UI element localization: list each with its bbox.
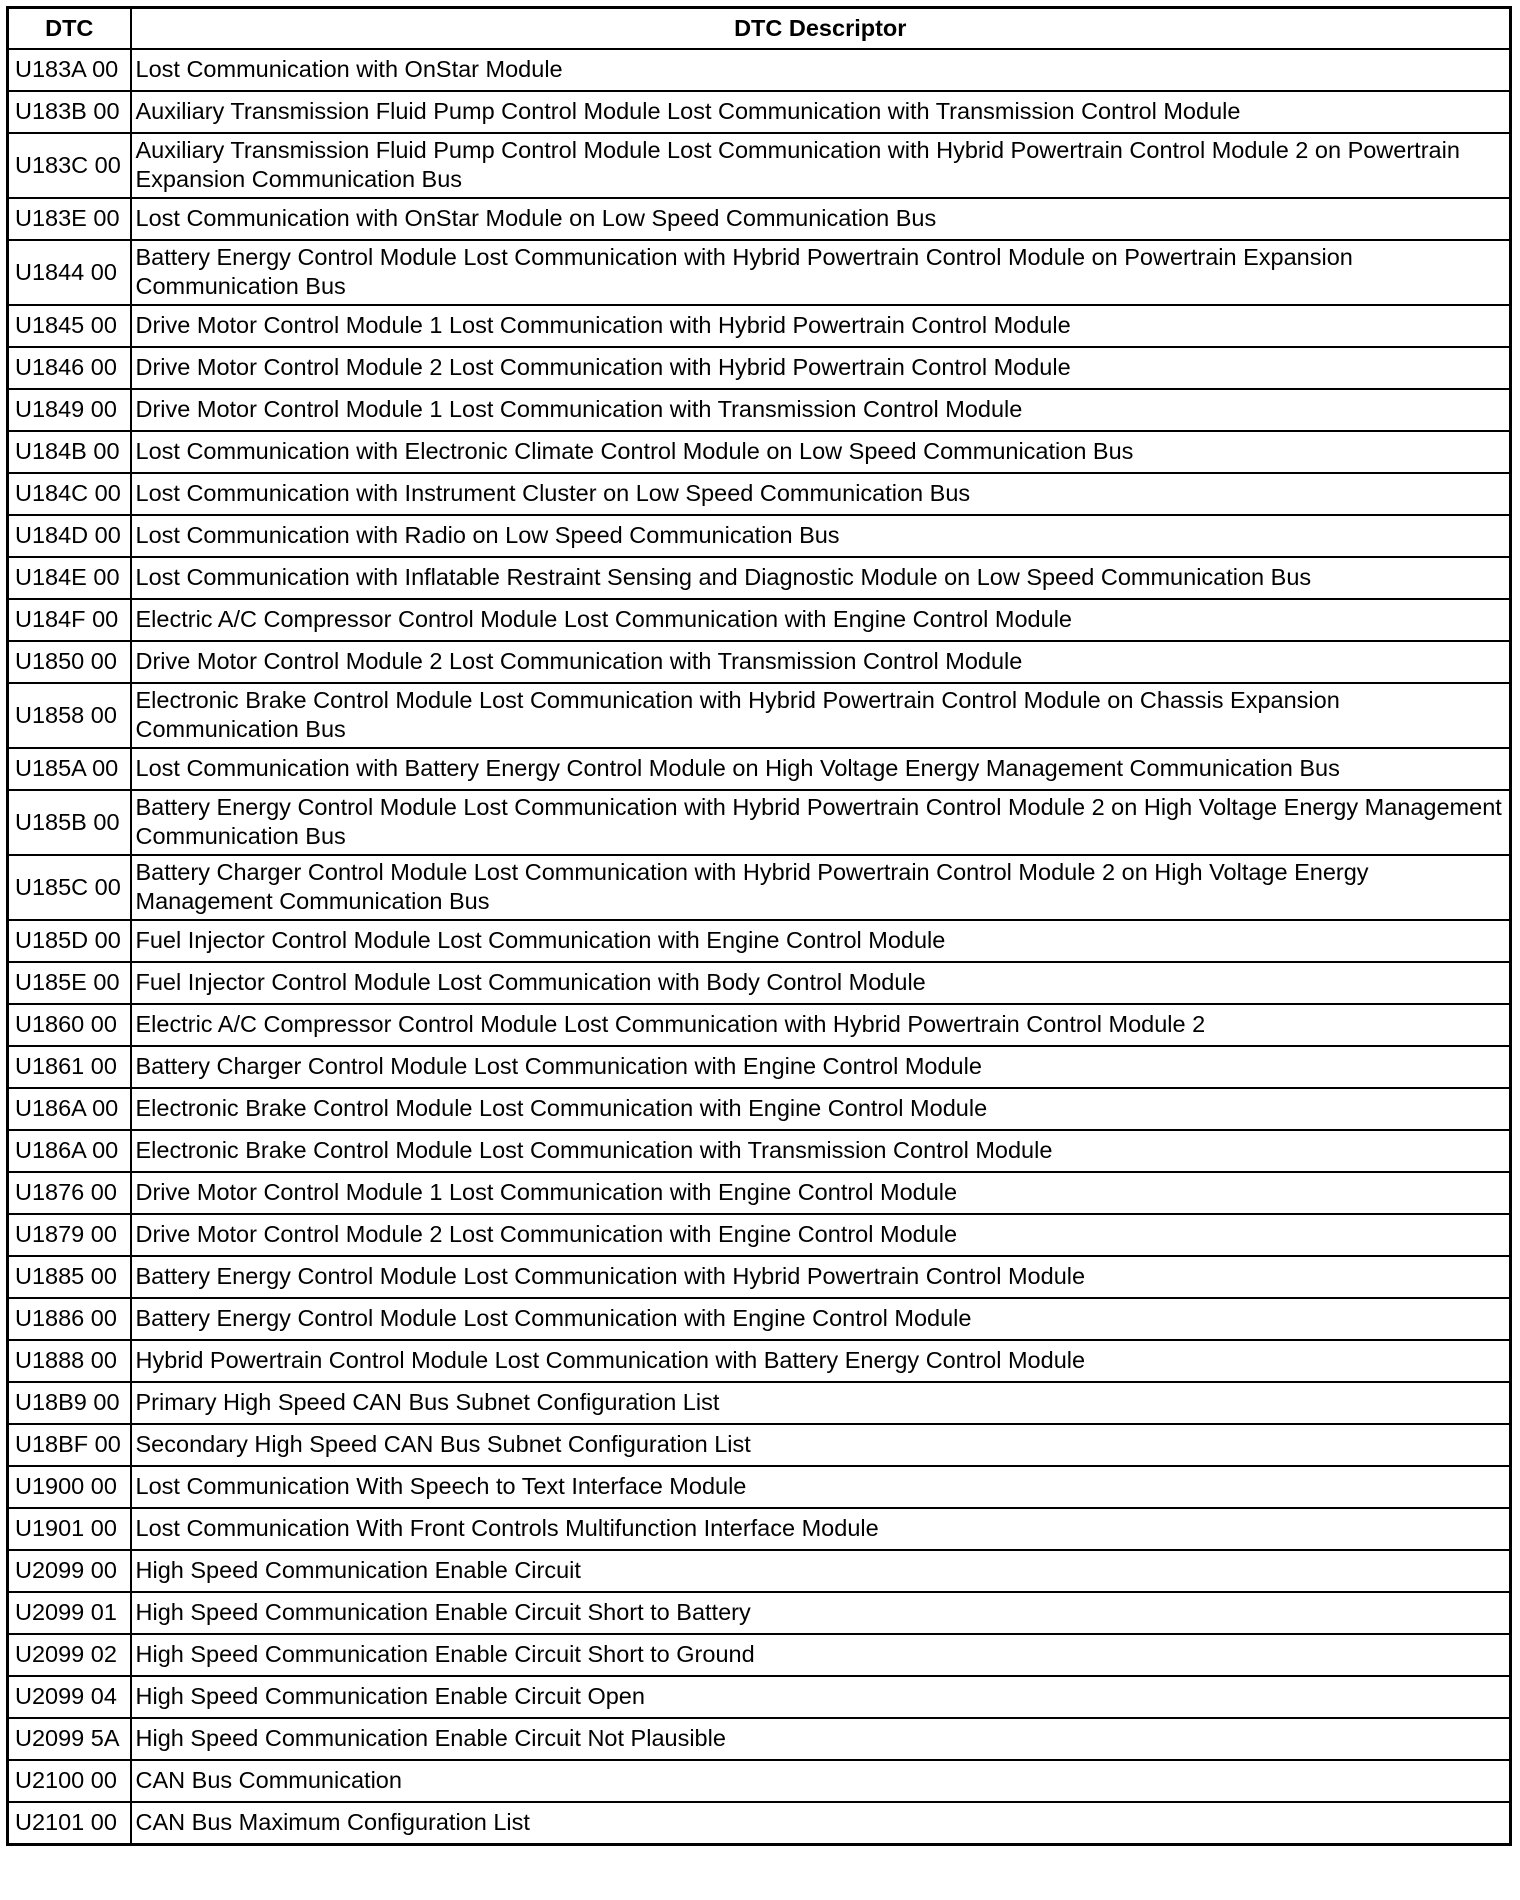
table-row xyxy=(8,599,1511,641)
dtc-table xyxy=(6,6,1512,1846)
dtc-descriptor-cell: Electric A/C Compressor Control Module Lost Communication with Engine Control Module xyxy=(131,599,1511,641)
header-dtc: DTC xyxy=(8,8,131,50)
dtc-code-cell: U1900 00 xyxy=(8,1466,131,1508)
table-row xyxy=(8,920,1511,962)
dtc-code-cell: U1886 00 xyxy=(8,1298,131,1340)
table-row xyxy=(8,1760,1511,1802)
header-row xyxy=(8,8,1511,50)
header-dtc-descriptor: DTC Descriptor xyxy=(131,8,1511,50)
dtc-descriptor-cell: High Speed Communication Enable Circuit Open xyxy=(131,1676,1511,1718)
table-row xyxy=(8,431,1511,473)
dtc-descriptor-cell: Drive Motor Control Module 2 Lost Communication with Engine Control Module xyxy=(131,1214,1511,1256)
dtc-code-cell: U2099 5A xyxy=(8,1718,131,1760)
dtc-code-cell: U2100 00 xyxy=(8,1760,131,1802)
dtc-code-cell: U183C 00 xyxy=(8,133,131,198)
dtc-code-cell: U1850 00 xyxy=(8,641,131,683)
dtc-descriptor-cell: Battery Charger Control Module Lost Communication with Engine Control Module xyxy=(131,1046,1511,1088)
table-row xyxy=(8,1172,1511,1214)
table-row xyxy=(8,1718,1511,1760)
table-row xyxy=(8,641,1511,683)
dtc-descriptor-cell: Lost Communication With Speech to Text Interface Module xyxy=(131,1466,1511,1508)
table-row xyxy=(8,91,1511,133)
table-row xyxy=(8,133,1511,198)
dtc-descriptor-cell: Auxiliary Transmission Fluid Pump Control Module Lost Communication with Hybrid Powertrain Control Module 2 on Powertrain Expansion Communication Bus xyxy=(131,133,1511,198)
dtc-code-cell: U185A 00 xyxy=(8,748,131,790)
table-row xyxy=(8,1340,1511,1382)
dtc-descriptor-cell: Fuel Injector Control Module Lost Communication with Body Control Module xyxy=(131,962,1511,1004)
table-row xyxy=(8,855,1511,920)
table-row xyxy=(8,962,1511,1004)
table-row xyxy=(8,1088,1511,1130)
dtc-code-cell: U2099 01 xyxy=(8,1592,131,1634)
table-row xyxy=(8,49,1511,91)
table-header xyxy=(8,8,1511,50)
dtc-code-cell: U18B9 00 xyxy=(8,1382,131,1424)
dtc-code-cell: U1845 00 xyxy=(8,305,131,347)
dtc-descriptor-cell: Battery Energy Control Module Lost Communication with Engine Control Module xyxy=(131,1298,1511,1340)
dtc-code-cell: U185E 00 xyxy=(8,962,131,1004)
dtc-code-cell: U1844 00 xyxy=(8,240,131,305)
dtc-descriptor-cell: Primary High Speed CAN Bus Subnet Configuration List xyxy=(131,1382,1511,1424)
dtc-code-cell: U1876 00 xyxy=(8,1172,131,1214)
table-row xyxy=(8,557,1511,599)
dtc-descriptor-cell: Lost Communication with Inflatable Restraint Sensing and Diagnostic Module on Low Speed Communication Bus xyxy=(131,557,1511,599)
dtc-descriptor-cell: Hybrid Powertrain Control Module Lost Communication with Battery Energy Control Module xyxy=(131,1340,1511,1382)
dtc-descriptor-cell: Lost Communication with OnStar Module xyxy=(131,49,1511,91)
dtc-code-cell: U186A 00 xyxy=(8,1130,131,1172)
dtc-descriptor-cell: Drive Motor Control Module 1 Lost Communication with Transmission Control Module xyxy=(131,389,1511,431)
table-row xyxy=(8,1466,1511,1508)
table-row xyxy=(8,305,1511,347)
dtc-code-cell: U184F 00 xyxy=(8,599,131,641)
dtc-descriptor-cell: Battery Energy Control Module Lost Communication with Hybrid Powertrain Control Module 2 on High Voltage Energy Management Communication Bus xyxy=(131,790,1511,855)
table-row xyxy=(8,1046,1511,1088)
table-row xyxy=(8,1298,1511,1340)
dtc-code-cell: U2099 02 xyxy=(8,1634,131,1676)
table-row xyxy=(8,1550,1511,1592)
dtc-descriptor-cell: Lost Communication with Battery Energy Control Module on High Voltage Energy Management Communication Bus xyxy=(131,748,1511,790)
dtc-code-cell: U184C 00 xyxy=(8,473,131,515)
table-row xyxy=(8,389,1511,431)
dtc-code-cell: U1888 00 xyxy=(8,1340,131,1382)
dtc-code-cell: U1860 00 xyxy=(8,1004,131,1046)
table-row xyxy=(8,1634,1511,1676)
dtc-code-cell: U183E 00 xyxy=(8,198,131,240)
dtc-code-cell: U1861 00 xyxy=(8,1046,131,1088)
table-row xyxy=(8,1508,1511,1550)
dtc-code-cell: U2099 00 xyxy=(8,1550,131,1592)
table-row xyxy=(8,748,1511,790)
dtc-descriptor-cell: CAN Bus Maximum Configuration List xyxy=(131,1802,1511,1845)
table-body xyxy=(8,49,1511,1845)
dtc-descriptor-cell: Lost Communication with OnStar Module on Low Speed Communication Bus xyxy=(131,198,1511,240)
table-row xyxy=(8,515,1511,557)
table-row xyxy=(8,1130,1511,1172)
dtc-code-cell: U1846 00 xyxy=(8,347,131,389)
dtc-code-cell: U184B 00 xyxy=(8,431,131,473)
table-row xyxy=(8,347,1511,389)
table-row xyxy=(8,683,1511,748)
table-row xyxy=(8,790,1511,855)
dtc-descriptor-cell: High Speed Communication Enable Circuit Not Plausible xyxy=(131,1718,1511,1760)
dtc-descriptor-cell: Secondary High Speed CAN Bus Subnet Configuration List xyxy=(131,1424,1511,1466)
dtc-code-cell: U18BF 00 xyxy=(8,1424,131,1466)
table-row xyxy=(8,240,1511,305)
dtc-descriptor-cell: CAN Bus Communication xyxy=(131,1760,1511,1802)
dtc-descriptor-cell: Electronic Brake Control Module Lost Communication with Transmission Control Module xyxy=(131,1130,1511,1172)
dtc-descriptor-cell: High Speed Communication Enable Circuit Short to Battery xyxy=(131,1592,1511,1634)
table-row xyxy=(8,1004,1511,1046)
table-row xyxy=(8,1256,1511,1298)
dtc-code-cell: U1858 00 xyxy=(8,683,131,748)
dtc-code-cell: U186A 00 xyxy=(8,1088,131,1130)
dtc-descriptor-cell: Battery Energy Control Module Lost Communication with Hybrid Powertrain Control Module on Powertrain Expansion Communication Bus xyxy=(131,240,1511,305)
dtc-code-cell: U185D 00 xyxy=(8,920,131,962)
dtc-code-cell: U1849 00 xyxy=(8,389,131,431)
dtc-descriptor-cell: Battery Energy Control Module Lost Communication with Hybrid Powertrain Control Module xyxy=(131,1256,1511,1298)
dtc-descriptor-cell: Fuel Injector Control Module Lost Communication with Engine Control Module xyxy=(131,920,1511,962)
dtc-descriptor-cell: Drive Motor Control Module 1 Lost Communication with Engine Control Module xyxy=(131,1172,1511,1214)
dtc-descriptor-cell: High Speed Communication Enable Circuit Short to Ground xyxy=(131,1634,1511,1676)
dtc-code-cell: U1885 00 xyxy=(8,1256,131,1298)
dtc-descriptor-cell: Drive Motor Control Module 2 Lost Communication with Transmission Control Module xyxy=(131,641,1511,683)
dtc-code-cell: U185B 00 xyxy=(8,790,131,855)
dtc-code-cell: U183A 00 xyxy=(8,49,131,91)
dtc-code-cell: U184D 00 xyxy=(8,515,131,557)
dtc-descriptor-cell: Lost Communication with Instrument Cluster on Low Speed Communication Bus xyxy=(131,473,1511,515)
table-row xyxy=(8,1424,1511,1466)
dtc-code-cell: U2101 00 xyxy=(8,1802,131,1845)
dtc-descriptor-cell: Lost Communication with Electronic Climate Control Module on Low Speed Communication Bus xyxy=(131,431,1511,473)
table-row xyxy=(8,198,1511,240)
dtc-code-cell: U183B 00 xyxy=(8,91,131,133)
dtc-descriptor-cell: Electric A/C Compressor Control Module Lost Communication with Hybrid Powertrain Control Module 2 xyxy=(131,1004,1511,1046)
dtc-descriptor-cell: Drive Motor Control Module 2 Lost Communication with Hybrid Powertrain Control Module xyxy=(131,347,1511,389)
dtc-descriptor-cell: Drive Motor Control Module 1 Lost Communication with Hybrid Powertrain Control Module xyxy=(131,305,1511,347)
dtc-descriptor-cell: Battery Charger Control Module Lost Communication with Hybrid Powertrain Control Module 2 on High Voltage Energy Management Communication Bus xyxy=(131,855,1511,920)
table-row xyxy=(8,1382,1511,1424)
dtc-descriptor-cell: Auxiliary Transmission Fluid Pump Control Module Lost Communication with Transmission Control Module xyxy=(131,91,1511,133)
dtc-descriptor-cell: Electronic Brake Control Module Lost Communication with Hybrid Powertrain Control Module on Chassis Expansion Communication Bus xyxy=(131,683,1511,748)
dtc-code-cell: U1901 00 xyxy=(8,1508,131,1550)
dtc-code-cell: U1879 00 xyxy=(8,1214,131,1256)
table-row xyxy=(8,1802,1511,1845)
dtc-descriptor-cell: Lost Communication With Front Controls Multifunction Interface Module xyxy=(131,1508,1511,1550)
dtc-code-cell: U185C 00 xyxy=(8,855,131,920)
table-row xyxy=(8,1676,1511,1718)
table-row xyxy=(8,473,1511,515)
dtc-descriptor-cell: Lost Communication with Radio on Low Speed Communication Bus xyxy=(131,515,1511,557)
table-row xyxy=(8,1214,1511,1256)
table-row xyxy=(8,1592,1511,1634)
dtc-descriptor-cell: High Speed Communication Enable Circuit xyxy=(131,1550,1511,1592)
dtc-descriptor-cell: Electronic Brake Control Module Lost Communication with Engine Control Module xyxy=(131,1088,1511,1130)
dtc-code-cell: U2099 04 xyxy=(8,1676,131,1718)
dtc-code-cell: U184E 00 xyxy=(8,557,131,599)
